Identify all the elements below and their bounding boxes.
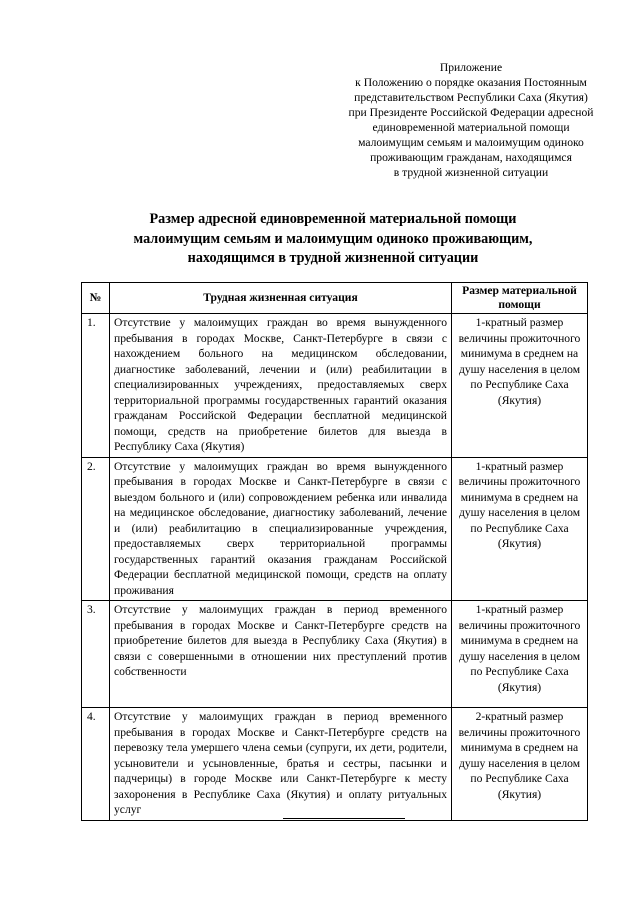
header-num: № xyxy=(82,283,110,314)
table-row xyxy=(82,314,588,458)
appendix-line: единовременной материальной помощи xyxy=(372,121,570,134)
title-line: малоимущим семьям и малоимущим одиноко проживающим, xyxy=(133,230,533,247)
header-situation: Трудная жизненная ситуация xyxy=(110,283,452,314)
row-num: 1. xyxy=(82,314,110,458)
row-situation: Отсутствие у малоимущих граждан во время вынужденного пребывания в городах Москве и Санкт-Петербурге в связи с выездом больного и (или) сопровождением ребенка или инвалида на медицинское обследование, диагностику заболеваний, лечение и (или) реабилитацию в специализированные учреждения, предоставляемых сверх территориальной программы государственных гарантий оказания гражданам Российской Федерации бесплатной медицинской помощи, средств на оплату проживания xyxy=(110,457,452,601)
table-header-row xyxy=(82,283,588,314)
document-title xyxy=(80,210,586,269)
title-line: Размер адресной единовременной материальной помощи xyxy=(149,211,517,227)
row-situation: Отсутствие у малоимущих граждан в период временного пребывания в городах Москве и Санкт-Петербурге средств на перевозку тела умершего члена семьи (супруги, их дети, родители, усыновители и усыновленные, братья и сестры, пасынки и падчерицы) в городе Москве или Санкт-Петербурге к месту захоронения в Республике Саха (Якутия) и оплату ритуальных услуг xyxy=(110,708,452,821)
row-num: 2. xyxy=(82,457,110,601)
appendix-line: в трудной жизненной ситуации xyxy=(393,166,549,179)
appendix-line: при Президенте Российской Федерации адресной xyxy=(348,106,594,119)
appendix-line: представительством Республики Саха (Якутия) xyxy=(354,91,588,104)
header-amount: Размер материальной помощи xyxy=(452,283,588,314)
title-line: находящимся в трудной жизненной ситуации xyxy=(187,250,479,266)
appendix-line: проживающим гражданам, находящимся xyxy=(370,151,572,164)
appendix-line: к Положению о порядке оказания Постоянным xyxy=(355,76,587,89)
assistance-table xyxy=(81,282,588,821)
table-row xyxy=(82,601,588,708)
table-row xyxy=(82,457,588,601)
row-amount: 1-кратный размер величины прожиточного минимума в среднем на душу населения в целом по Республике Саха (Якутия) xyxy=(452,457,588,601)
appendix-header xyxy=(318,60,624,180)
appendix-line: малоимущим семьям и малоимущим одиноко xyxy=(358,136,584,149)
row-amount: 1-кратный размер величины прожиточного минимума в среднем на душу населения в целом по Республике Саха (Якутия) xyxy=(452,314,588,458)
table-row xyxy=(82,708,588,821)
row-num: 4. xyxy=(82,708,110,821)
appendix-line: Приложение xyxy=(439,61,503,74)
footer-divider xyxy=(283,818,405,819)
row-amount: 1-кратный размер величины прожиточного минимума в среднем на душу населения в целом по Республике Саха (Якутия) xyxy=(452,601,588,708)
row-situation: Отсутствие у малоимущих граждан во время вынужденного пребывания в городах Москве, Санкт-Петербурге в связи с нахождением больного на медицинском обследовании, диагностике заболеваний, лечении и (или) реабилитации в специализированных учреждениях, предоставляемых сверх территориальной программы государственных гарантий оказания гражданам Российской Федерации бесплатной медицинской помощи, средств на приобретение билетов для выезда в Республику Саха (Якутия) xyxy=(110,314,452,458)
row-situation: Отсутствие у малоимущих граждан в период временного пребывания в городах Москве и Санкт-Петербурге средств на приобретение билетов для выезда в Республику Саха (Якутия) в связи с совершенными в отношении них преступлений против собственности xyxy=(110,601,452,708)
row-num: 3. xyxy=(82,601,110,708)
row-amount: 2-кратный размер величины прожиточного минимума в среднем на душу населения в целом по Республике Саха (Якутия) xyxy=(452,708,588,821)
